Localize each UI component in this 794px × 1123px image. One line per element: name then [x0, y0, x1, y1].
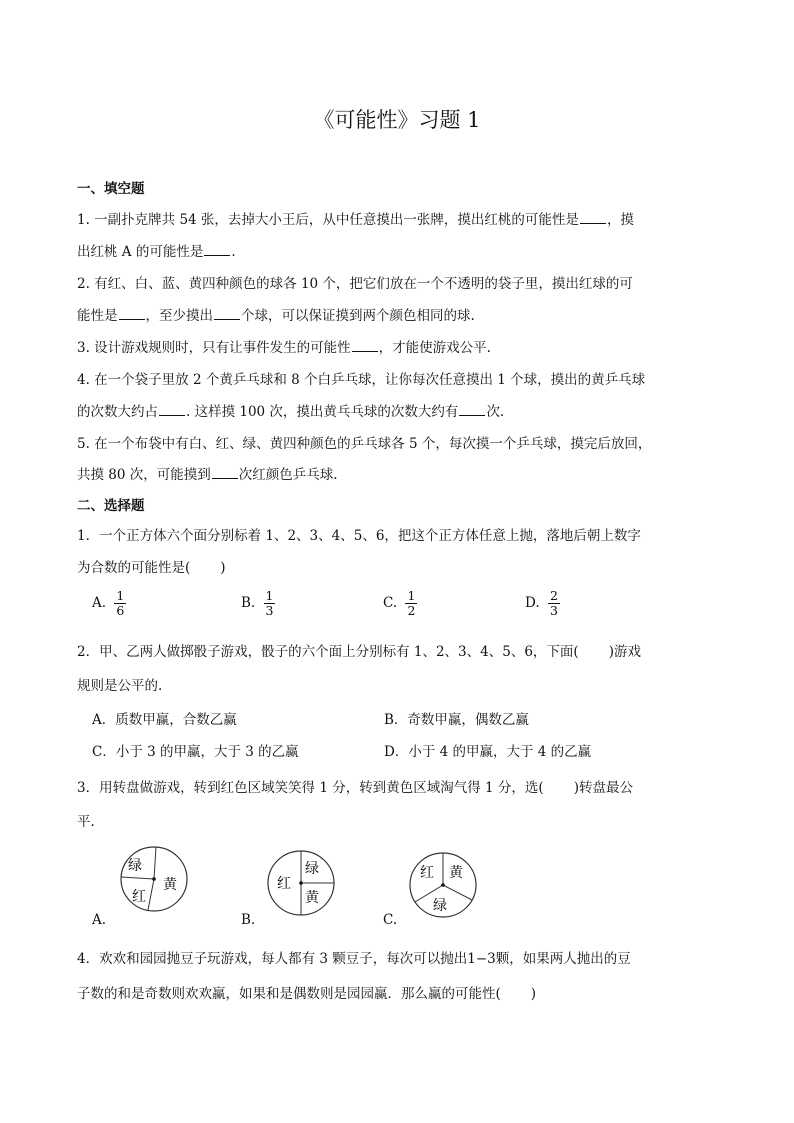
choice-q2-option-b[interactable]: B．奇数甲赢，偶数乙赢: [384, 712, 529, 728]
answer-blank[interactable]: [159, 403, 185, 416]
wheel-a-green: 绿: [128, 858, 142, 874]
answer-blank[interactable]: [119, 307, 145, 320]
answer-blank[interactable]: [212, 466, 238, 479]
fraction: $\frac{1}{6}$: [116, 588, 125, 618]
choice-q3-line1: 3．用转盘做游戏，转到红色区域笑笑得 1 分，转到黄色区域淘气得 1 分，选( )转盘最公: [77, 780, 633, 796]
spinner-wheel-b[interactable]: [265, 848, 337, 918]
answer-blank[interactable]: [580, 211, 606, 224]
fraction: $\frac{1}{2}$: [407, 588, 416, 618]
fill-q5-line2: 共摸 80 次，可能摸到 次红颜色乒乓球.: [77, 467, 338, 483]
choice-q2-line1: 2．甲、乙两人做掷骰子游戏，骰子的六个面上分别标有 1、2、3、4、5、6，下面( )游戏: [77, 644, 641, 660]
choice-q1-option-a[interactable]: A. $\frac{1}{6}$: [92, 588, 125, 618]
fill-q2-line1: 2. 有红、白、蓝、黄四种颜色的球各 10 个，把它们放在一个不透明的袋子里，摸出红球的可: [77, 276, 633, 292]
section-fill-heading: 一、填空题: [77, 181, 145, 197]
choice-q1-option-d[interactable]: D. $\frac{2}{3}$: [525, 588, 558, 618]
choice-q4-line2: 子数的和是奇数则欢欢赢，如果和是偶数则是园园赢．那么赢的可能性( ): [77, 986, 537, 1002]
spinner-wheel-a[interactable]: [118, 843, 190, 915]
wheel-c-yellow: 黄: [449, 865, 463, 881]
answer-blank[interactable]: [459, 403, 485, 416]
choice-q2-line2: 规则是公平的.: [77, 678, 163, 694]
fill-q4-line2: 的次数大约占 . 这样摸 100 次，摸出黄乓乓球的次数大约有 次.: [77, 404, 505, 420]
fill-q5-line1: 5. 在一个布袋中有白、红、绿、黄四种颜色的乒乓球各 5 个，每次摸一个乒乓球，摸完后放回，: [77, 436, 652, 452]
fill-q1-line2: 出红桃 A 的可能性是 .: [77, 244, 236, 260]
fraction: $\frac{1}{3}$: [265, 588, 274, 618]
answer-blank[interactable]: [214, 307, 240, 320]
spinner-wheel-c[interactable]: [407, 850, 479, 920]
wheel-b-label[interactable]: B.: [241, 912, 256, 928]
wheel-c-red: 红: [420, 865, 434, 881]
wheel-b-red: 红: [277, 876, 291, 892]
answer-blank[interactable]: [352, 339, 378, 352]
choice-q2-option-d[interactable]: D．小于 4 的甲赢，大于 4 的乙赢: [384, 744, 592, 760]
choice-q4-line1: 4．欢欢和园园抛豆子玩游戏，每人都有 3 颗豆子，每次可以抛出1−3颗，如果两人抛出的豆: [77, 951, 631, 967]
choice-q2-option-a[interactable]: A．质数甲赢，合数乙赢: [92, 712, 237, 728]
wheel-a-label[interactable]: A.: [92, 912, 107, 928]
choice-q2-option-c[interactable]: C．小于 3 的甲赢，大于 3 的乙赢: [92, 744, 299, 760]
answer-blank[interactable]: [204, 243, 230, 256]
choice-q1-option-b[interactable]: B. $\frac{1}{3}$: [241, 588, 274, 618]
fill-q4-line1: 4. 在一个袋子里放 2 个黄乒乓球和 8 个白乒乓球，让你每次任意摸出 1 个球，摸出的黄乒乓球: [77, 372, 646, 388]
choice-q3-line2: 平.: [77, 814, 95, 830]
fill-q1-line1: 1. 一副扑克牌共 54 张，去掉大小王后，从中任意摸出一张牌，摸出红桃的可能性是 ，摸: [77, 212, 634, 228]
fill-q2-line2: 能性是 ，至少摸出 个球，可以保证摸到两个颜色相同的球.: [77, 308, 475, 324]
wheel-c-label[interactable]: C.: [383, 912, 398, 928]
wheel-a-red: 红: [132, 889, 146, 905]
choice-q1-option-c[interactable]: C. $\frac{1}{2}$: [383, 588, 416, 618]
wheel-b-green: 绿: [305, 861, 319, 877]
fraction: $\frac{2}{3}$: [549, 588, 558, 618]
fill-q3: 3. 设计游戏规则时，只有让事件发生的可能性 ，才能使游戏公平.: [77, 340, 491, 356]
choice-q1-line1: 1．一个正方体六个面分别标着 1、2、3、4、5、6，把这个正方体任意上抛，落地后朝上数字: [77, 528, 641, 544]
choice-q1-line2: 为合数的可能性是( ): [77, 560, 226, 576]
wheel-a-yellow: 黄: [163, 877, 177, 893]
section-choice-heading: 二、选择题: [77, 498, 145, 514]
page-title: 《可能性》习题 1: [313, 108, 481, 132]
wheel-c-green: 绿: [433, 898, 447, 914]
wheel-b-yellow: 黄: [305, 890, 319, 906]
